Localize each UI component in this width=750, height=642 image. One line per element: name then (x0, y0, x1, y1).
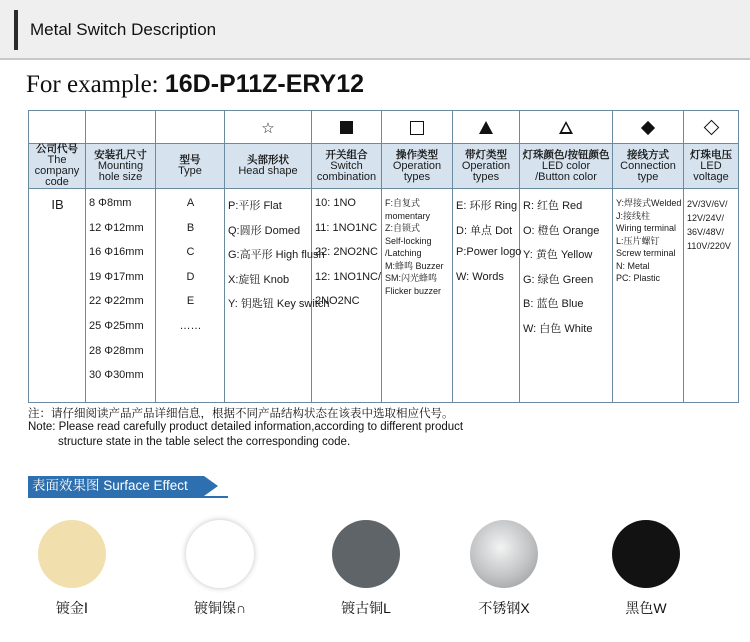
column-header-cn: 公司代号 (36, 143, 78, 155)
surface-effect-title: 表面效果图 Surface Effect (28, 476, 204, 496)
column-header-en: The (47, 154, 67, 166)
column-header-en: code (45, 176, 69, 188)
column-header-en: LED voltage (693, 159, 729, 183)
column-cell (613, 189, 684, 403)
note-en-line1: Note: Please read carefully product detailed information,according to different product (28, 421, 464, 433)
option-item: Screw terminal (616, 248, 676, 258)
option-item: IB (51, 197, 64, 212)
option-item: Y: 黄色 Yellow (523, 249, 593, 262)
option-item: W: 白色 White (523, 322, 593, 335)
option-item: 2NO2NC (315, 295, 360, 308)
column-header-cn: 开关组合 (325, 148, 368, 161)
column-cell (86, 189, 156, 403)
column-cell (156, 189, 225, 403)
symbol-cell (86, 111, 156, 144)
column-header (225, 144, 312, 189)
star-icon: ☆ (261, 119, 275, 137)
option-item: 8 Φ8mm (89, 197, 132, 209)
option-item: N: Metal (616, 260, 650, 271)
surface-swatch-label: 镀铜镍∩ (193, 600, 247, 616)
option-item: D (186, 270, 195, 283)
column-cell (312, 189, 382, 403)
page-title: Metal Switch Description (30, 20, 217, 39)
option-item: W: Words (456, 270, 504, 283)
column-header-en: /Button color (535, 170, 597, 183)
option-item: /Latching (385, 248, 422, 258)
option-item: …… (179, 319, 202, 332)
option-item: 110V/220V (687, 241, 731, 251)
filled-triangle-icon (479, 121, 493, 134)
surface-swatch (470, 520, 538, 588)
option-item: C (186, 246, 195, 259)
column-header-en: combination (316, 170, 377, 183)
column-header (520, 144, 613, 189)
filled-diamond-icon (641, 121, 655, 135)
column-header (684, 144, 739, 189)
column-header-en: Switch (330, 159, 363, 172)
symbol-cell (29, 111, 86, 144)
option-item: 11: 1NO1NC (315, 221, 378, 234)
option-item: Flicker buzzer (385, 285, 442, 296)
symbol-cell (520, 111, 613, 144)
column-header-en: Operation (461, 159, 511, 172)
surface-swatch (38, 520, 106, 588)
column-header-en: LED color (541, 159, 591, 172)
column-header-en: types (403, 170, 431, 183)
column-header-en: Mounting (97, 159, 144, 172)
column-cell (520, 189, 613, 403)
option-item: 25 Φ25mm (89, 319, 144, 332)
option-item: E: 环形 Ring (456, 200, 518, 212)
symbol-cell (453, 111, 520, 144)
header-accent-bar (14, 10, 18, 50)
option-item: 19 Φ17mm (89, 270, 144, 283)
column-header-cn: 接线方式 (627, 148, 669, 161)
option-item: R: 红色 Red (523, 200, 583, 212)
option-item: P:Power logo (456, 246, 522, 259)
column-header-cn: 安装孔尺寸 (94, 148, 147, 161)
surface-swatch (612, 520, 680, 588)
option-item: X:旋钮 Knob (228, 273, 290, 286)
option-item: A (186, 197, 195, 209)
symbol-cell (312, 111, 382, 144)
option-item: D: 单点 Dot (456, 224, 513, 237)
column-header (29, 144, 86, 189)
column-cell (29, 189, 86, 403)
surface-swatch (332, 520, 400, 588)
option-item: Q:圆形 Domed (228, 224, 301, 237)
option-item: P:平形 Flat (228, 200, 282, 212)
column-header-cn: 型号 (179, 154, 201, 166)
option-item: PC: Plastic (616, 273, 661, 283)
option-item: O: 橙色 Orange (523, 224, 600, 237)
option-item: M:蜂鸣 Buzzer (385, 260, 444, 271)
option-item: B: 蓝色 Blue (523, 298, 584, 311)
option-item: Y: 钥匙钮 Key switch (228, 298, 330, 311)
option-item: B (186, 221, 195, 234)
surface-swatch (186, 520, 254, 588)
example-code: 16D-P11Z-ERY12 (164, 70, 365, 98)
option-item: E (186, 295, 195, 308)
option-item: Wiring terminal (616, 223, 677, 233)
column-header (453, 144, 520, 189)
open-triangle-icon (559, 121, 573, 134)
header-row (29, 144, 739, 189)
surface-swatch-label: 镀古铜L (341, 600, 391, 616)
option-item: G: 绿色 Green (523, 273, 594, 286)
body-row (29, 189, 739, 403)
column-header-en: Head shape (238, 165, 298, 177)
symbol-row (29, 111, 739, 144)
option-item: 12: 1NO1NC/ (315, 270, 382, 283)
surface-swatch-label: 黑色W (625, 600, 667, 616)
column-header-cn: 操作类型 (396, 148, 438, 161)
symbol-cell (382, 111, 453, 144)
open-square-icon (410, 121, 424, 135)
section-header (0, 0, 750, 60)
option-item: Y:焊接式Welded (616, 198, 682, 208)
column-cell (382, 189, 453, 403)
option-item: F:自复式 (385, 198, 420, 208)
spec-table (28, 110, 739, 403)
option-item: J:接线柱 (616, 210, 651, 221)
option-item: SM:闪光蜂鸣 (385, 273, 438, 283)
symbol-cell (225, 111, 312, 144)
column-header (86, 144, 156, 189)
column-header-en: Operation (392, 159, 442, 172)
symbol-cell (156, 111, 225, 144)
symbol-cell (684, 111, 739, 144)
option-item: 36V/48V/ (687, 227, 725, 237)
option-item: 12 Φ12mm (89, 221, 144, 234)
column-header-cn: 灯珠电压 (690, 148, 732, 161)
column-header-cn: 头部形状 (247, 154, 289, 166)
column-header-cn: 灯珠颜色/按钮颜色 (522, 148, 610, 161)
option-item: momentary (385, 210, 431, 221)
option-item: 10: 1NO (315, 197, 356, 209)
option-item: 12V/24V/ (687, 213, 725, 223)
option-item: G:高平形 High flush (228, 249, 325, 262)
column-header (156, 144, 225, 189)
column-cell (225, 189, 330, 403)
open-diamond-icon (703, 120, 719, 136)
column-cell (684, 189, 739, 403)
surface-swatch-label: 不锈钢X (478, 600, 530, 616)
example-prefix: For example: (26, 71, 159, 98)
column-header-en: hole size (98, 170, 143, 183)
note-cn: 注：请仔细阅读产品产品详细信息，根据不同产品结构状态在该表中选取相应代号。 (28, 408, 454, 420)
column-header (382, 144, 453, 189)
option-item: 22 Φ22mm (89, 295, 144, 308)
option-item: 2V/3V/6V/ (687, 199, 728, 209)
surface-swatch-label: 镀金Ⅰ (55, 600, 89, 616)
option-item: 16 Φ16mm (89, 246, 144, 259)
option-item: Z:自锁式 (385, 223, 420, 233)
column-header-en: Connection (620, 159, 676, 172)
example-line (26, 70, 364, 99)
column-header (613, 144, 684, 189)
surface-title-underline (28, 496, 228, 498)
column-cell (453, 189, 520, 403)
column-header-en: Type (178, 165, 202, 177)
option-item: 28 Φ28mm (89, 344, 144, 357)
symbol-cell (613, 111, 684, 144)
option-item: 30 Φ30mm (89, 369, 144, 382)
column-header-en: types (472, 170, 500, 183)
option-item: L:压片螺钉 (616, 235, 660, 246)
column-header-en: type (637, 170, 659, 183)
column-header-en: company (34, 165, 80, 177)
note-en-line2: structure state in the table select the corresponding code. (58, 436, 351, 448)
column-header-cn: 带灯类型 (465, 148, 507, 161)
option-item: Self-locking (385, 235, 432, 246)
filled-square-icon (340, 121, 353, 134)
option-item: 22: 2NO2NC (315, 246, 378, 259)
column-header (312, 144, 382, 189)
